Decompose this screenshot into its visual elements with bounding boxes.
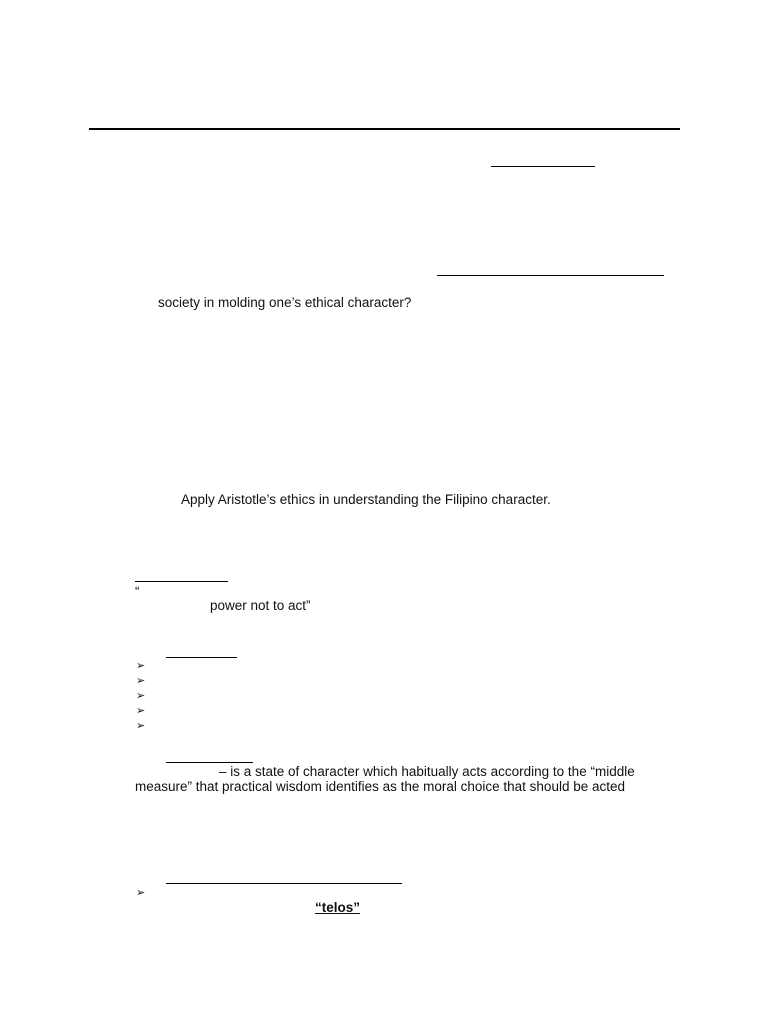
bullet-arrow-icon: ➢: [136, 675, 146, 687]
telos-term: “telos”: [315, 900, 361, 915]
bullet-arrow-icon: ➢: [136, 720, 146, 732]
blank-line: [135, 581, 228, 582]
objective-text: Apply Aristotle’s ethics in understanding the Filipino character.: [181, 492, 551, 507]
open-quote: “: [135, 584, 140, 599]
blank-line: [491, 166, 595, 167]
virtue-definition-line-2: measure” that practical wisdom identifies as the moral choice that should be acted: [135, 779, 626, 794]
blank-line: [166, 883, 402, 884]
bullet-arrow-icon: ➢: [136, 887, 146, 899]
blank-line: [166, 762, 253, 763]
bullet-arrow-icon: ➢: [136, 660, 146, 672]
virtue-definition-line-1: – is a state of character which habitually acts according to the “middle: [219, 764, 635, 779]
header-rule: [89, 128, 680, 130]
quote-text: power not to act”: [210, 598, 311, 613]
bullet-arrow-icon: ➢: [136, 690, 146, 702]
bullet-arrow-icon: ➢: [136, 705, 146, 717]
blank-line: [166, 657, 237, 658]
question-1-text: society in molding one’s ethical character?: [158, 295, 412, 310]
blank-line: [437, 275, 664, 276]
